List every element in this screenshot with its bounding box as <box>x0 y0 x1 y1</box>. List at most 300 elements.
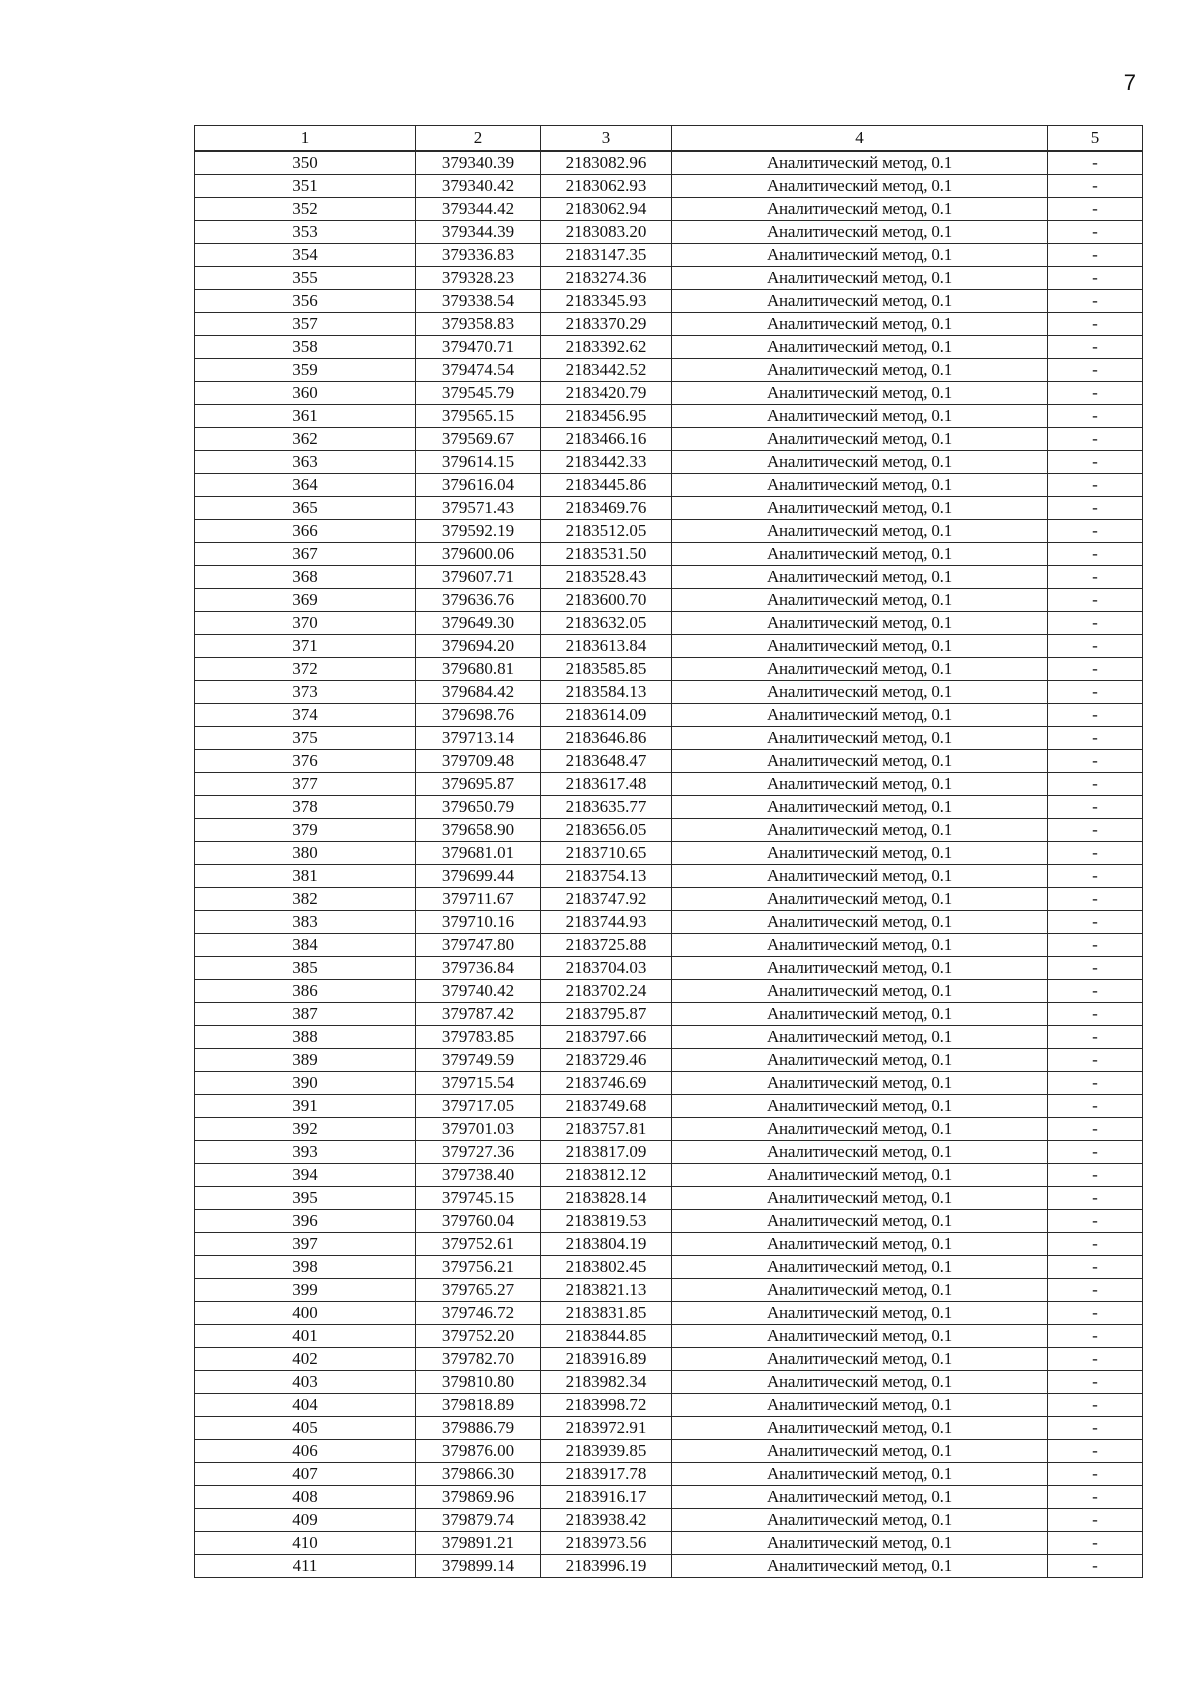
note-cell: - <box>1048 221 1143 244</box>
method-cell: Аналитический метод, 0.1 <box>672 1463 1048 1486</box>
y-coordinate-cell: 2183147.35 <box>541 244 672 267</box>
x-coordinate-cell: 379701.03 <box>416 1118 541 1141</box>
table-row <box>195 1325 1143 1348</box>
x-coordinate-cell: 379756.21 <box>416 1256 541 1279</box>
x-coordinate-cell: 379876.00 <box>416 1440 541 1463</box>
point-number-cell: 366 <box>195 520 416 543</box>
point-number-cell: 362 <box>195 428 416 451</box>
method-cell: Аналитический метод, 0.1 <box>672 1256 1048 1279</box>
note-cell: - <box>1048 1440 1143 1463</box>
y-coordinate-cell: 2183749.68 <box>541 1095 672 1118</box>
table-row <box>195 267 1143 290</box>
method-cell: Аналитический метод, 0.1 <box>672 543 1048 566</box>
table-row <box>195 520 1143 543</box>
note-cell: - <box>1048 543 1143 566</box>
table-row <box>195 497 1143 520</box>
table-row <box>195 681 1143 704</box>
table-row <box>195 244 1143 267</box>
method-cell: Аналитический метод, 0.1 <box>672 1233 1048 1256</box>
note-cell: - <box>1048 750 1143 773</box>
method-cell: Аналитический метод, 0.1 <box>672 1164 1048 1187</box>
note-cell: - <box>1048 198 1143 221</box>
y-coordinate-cell: 2183469.76 <box>541 497 672 520</box>
method-cell: Аналитический метод, 0.1 <box>672 658 1048 681</box>
note-cell: - <box>1048 796 1143 819</box>
table-row <box>195 727 1143 750</box>
x-coordinate-cell: 379650.79 <box>416 796 541 819</box>
x-coordinate-cell: 379899.14 <box>416 1555 541 1578</box>
x-coordinate-cell: 379344.39 <box>416 221 541 244</box>
method-cell: Аналитический метод, 0.1 <box>672 1394 1048 1417</box>
point-number-cell: 364 <box>195 474 416 497</box>
table-row <box>195 198 1143 221</box>
note-cell: - <box>1048 911 1143 934</box>
point-number-cell: 363 <box>195 451 416 474</box>
note-cell: - <box>1048 681 1143 704</box>
y-coordinate-cell: 2183797.66 <box>541 1026 672 1049</box>
point-number-cell: 391 <box>195 1095 416 1118</box>
column-header-3: 3 <box>541 126 672 152</box>
note-cell: - <box>1048 428 1143 451</box>
note-cell: - <box>1048 1210 1143 1233</box>
note-cell: - <box>1048 1463 1143 1486</box>
note-cell: - <box>1048 1072 1143 1095</box>
point-number-cell: 408 <box>195 1486 416 1509</box>
x-coordinate-cell: 379681.01 <box>416 842 541 865</box>
method-cell: Аналитический метод, 0.1 <box>672 497 1048 520</box>
point-number-cell: 352 <box>195 198 416 221</box>
y-coordinate-cell: 2183982.34 <box>541 1371 672 1394</box>
x-coordinate-cell: 379710.16 <box>416 911 541 934</box>
table-row <box>195 589 1143 612</box>
table-row <box>195 1417 1143 1440</box>
point-number-cell: 361 <box>195 405 416 428</box>
table-row <box>195 1233 1143 1256</box>
method-cell: Аналитический метод, 0.1 <box>672 635 1048 658</box>
table-row <box>195 151 1143 175</box>
y-coordinate-cell: 2183370.29 <box>541 313 672 336</box>
note-cell: - <box>1048 566 1143 589</box>
point-number-cell: 354 <box>195 244 416 267</box>
point-number-cell: 411 <box>195 1555 416 1578</box>
point-number-cell: 350 <box>195 151 416 175</box>
note-cell: - <box>1048 267 1143 290</box>
y-coordinate-cell: 2183998.72 <box>541 1394 672 1417</box>
y-coordinate-cell: 2183632.05 <box>541 612 672 635</box>
table-row <box>195 612 1143 635</box>
x-coordinate-cell: 379879.74 <box>416 1509 541 1532</box>
y-coordinate-cell: 2183704.03 <box>541 957 672 980</box>
method-cell: Аналитический метод, 0.1 <box>672 796 1048 819</box>
y-coordinate-cell: 2183821.13 <box>541 1279 672 1302</box>
table-row <box>195 750 1143 773</box>
method-cell: Аналитический метод, 0.1 <box>672 727 1048 750</box>
note-cell: - <box>1048 382 1143 405</box>
x-coordinate-cell: 379545.79 <box>416 382 541 405</box>
x-coordinate-cell: 379614.15 <box>416 451 541 474</box>
note-cell: - <box>1048 1371 1143 1394</box>
note-cell: - <box>1048 1003 1143 1026</box>
note-cell: - <box>1048 658 1143 681</box>
note-cell: - <box>1048 1049 1143 1072</box>
point-number-cell: 386 <box>195 980 416 1003</box>
y-coordinate-cell: 2183828.14 <box>541 1187 672 1210</box>
x-coordinate-cell: 379736.84 <box>416 957 541 980</box>
point-number-cell: 371 <box>195 635 416 658</box>
x-coordinate-cell: 379746.72 <box>416 1302 541 1325</box>
table-row <box>195 405 1143 428</box>
table-row <box>195 1394 1143 1417</box>
table-row <box>195 336 1143 359</box>
point-number-cell: 360 <box>195 382 416 405</box>
y-coordinate-cell: 2183725.88 <box>541 934 672 957</box>
method-cell: Аналитический метод, 0.1 <box>672 244 1048 267</box>
table-row <box>195 1026 1143 1049</box>
point-number-cell: 409 <box>195 1509 416 1532</box>
x-coordinate-cell: 379694.20 <box>416 635 541 658</box>
x-coordinate-cell: 379783.85 <box>416 1026 541 1049</box>
note-cell: - <box>1048 888 1143 911</box>
note-cell: - <box>1048 313 1143 336</box>
x-coordinate-cell: 379713.14 <box>416 727 541 750</box>
table-row <box>195 1164 1143 1187</box>
point-number-cell: 392 <box>195 1118 416 1141</box>
table-row <box>195 1095 1143 1118</box>
x-coordinate-cell: 379740.42 <box>416 980 541 1003</box>
y-coordinate-cell: 2183812.12 <box>541 1164 672 1187</box>
note-cell: - <box>1048 1026 1143 1049</box>
method-cell: Аналитический метод, 0.1 <box>672 267 1048 290</box>
method-cell: Аналитический метод, 0.1 <box>672 1072 1048 1095</box>
x-coordinate-cell: 379569.67 <box>416 428 541 451</box>
y-coordinate-cell: 2183083.20 <box>541 221 672 244</box>
point-number-cell: 359 <box>195 359 416 382</box>
point-number-cell: 403 <box>195 1371 416 1394</box>
note-cell: - <box>1048 1394 1143 1417</box>
point-number-cell: 357 <box>195 313 416 336</box>
note-cell: - <box>1048 1095 1143 1118</box>
point-number-cell: 382 <box>195 888 416 911</box>
note-cell: - <box>1048 1486 1143 1509</box>
x-coordinate-cell: 379711.67 <box>416 888 541 911</box>
note-cell: - <box>1048 1187 1143 1210</box>
note-cell: - <box>1048 1164 1143 1187</box>
y-coordinate-cell: 2183512.05 <box>541 520 672 543</box>
x-coordinate-cell: 379866.30 <box>416 1463 541 1486</box>
method-cell: Аналитический метод, 0.1 <box>672 428 1048 451</box>
x-coordinate-cell: 379474.54 <box>416 359 541 382</box>
y-coordinate-cell: 2183274.36 <box>541 267 672 290</box>
method-cell: Аналитический метод, 0.1 <box>672 1003 1048 1026</box>
y-coordinate-cell: 2183585.85 <box>541 658 672 681</box>
x-coordinate-cell: 379684.42 <box>416 681 541 704</box>
y-coordinate-cell: 2183646.86 <box>541 727 672 750</box>
x-coordinate-cell: 379727.36 <box>416 1141 541 1164</box>
y-coordinate-cell: 2183938.42 <box>541 1509 672 1532</box>
table-row <box>195 911 1143 934</box>
table-row <box>195 1463 1143 1486</box>
note-cell: - <box>1048 819 1143 842</box>
table-row <box>195 1256 1143 1279</box>
note-cell: - <box>1048 1532 1143 1555</box>
y-coordinate-cell: 2183710.65 <box>541 842 672 865</box>
point-number-cell: 369 <box>195 589 416 612</box>
table-row <box>195 543 1143 566</box>
point-number-cell: 401 <box>195 1325 416 1348</box>
y-coordinate-cell: 2183973.56 <box>541 1532 672 1555</box>
y-coordinate-cell: 2183584.13 <box>541 681 672 704</box>
note-cell: - <box>1048 1417 1143 1440</box>
point-number-cell: 372 <box>195 658 416 681</box>
method-cell: Аналитический метод, 0.1 <box>672 819 1048 842</box>
y-coordinate-cell: 2183702.24 <box>541 980 672 1003</box>
point-number-cell: 379 <box>195 819 416 842</box>
x-coordinate-cell: 379636.76 <box>416 589 541 612</box>
x-coordinate-cell: 379358.83 <box>416 313 541 336</box>
x-coordinate-cell: 379738.40 <box>416 1164 541 1187</box>
table-row <box>195 1141 1143 1164</box>
x-coordinate-cell: 379869.96 <box>416 1486 541 1509</box>
x-coordinate-cell: 379818.89 <box>416 1394 541 1417</box>
note-cell: - <box>1048 1233 1143 1256</box>
table-row <box>195 1371 1143 1394</box>
point-number-cell: 395 <box>195 1187 416 1210</box>
method-cell: Аналитический метод, 0.1 <box>672 1486 1048 1509</box>
method-cell: Аналитический метод, 0.1 <box>672 911 1048 934</box>
method-cell: Аналитический метод, 0.1 <box>672 1279 1048 1302</box>
y-coordinate-cell: 2183062.93 <box>541 175 672 198</box>
note-cell: - <box>1048 589 1143 612</box>
table-body <box>195 151 1143 1578</box>
x-coordinate-cell: 379616.04 <box>416 474 541 497</box>
point-number-cell: 380 <box>195 842 416 865</box>
method-cell: Аналитический метод, 0.1 <box>672 290 1048 313</box>
point-number-cell: 393 <box>195 1141 416 1164</box>
method-cell: Аналитический метод, 0.1 <box>672 1026 1048 1049</box>
table-row <box>195 773 1143 796</box>
point-number-cell: 390 <box>195 1072 416 1095</box>
x-coordinate-cell: 379787.42 <box>416 1003 541 1026</box>
note-cell: - <box>1048 704 1143 727</box>
note-cell: - <box>1048 1302 1143 1325</box>
method-cell: Аналитический метод, 0.1 <box>672 1417 1048 1440</box>
method-cell: Аналитический метод, 0.1 <box>672 1118 1048 1141</box>
point-number-cell: 377 <box>195 773 416 796</box>
x-coordinate-cell: 379658.90 <box>416 819 541 842</box>
point-number-cell: 400 <box>195 1302 416 1325</box>
point-number-cell: 405 <box>195 1417 416 1440</box>
point-number-cell: 398 <box>195 1256 416 1279</box>
x-coordinate-cell: 379699.44 <box>416 865 541 888</box>
method-cell: Аналитический метод, 0.1 <box>672 865 1048 888</box>
table-header-row <box>195 126 1143 152</box>
table-row <box>195 865 1143 888</box>
method-cell: Аналитический метод, 0.1 <box>672 151 1048 175</box>
method-cell: Аналитический метод, 0.1 <box>672 980 1048 1003</box>
point-number-cell: 370 <box>195 612 416 635</box>
table-row <box>195 382 1143 405</box>
note-cell: - <box>1048 865 1143 888</box>
note-cell: - <box>1048 957 1143 980</box>
method-cell: Аналитический метод, 0.1 <box>672 1371 1048 1394</box>
coordinates-table <box>194 125 1143 1578</box>
x-coordinate-cell: 379338.54 <box>416 290 541 313</box>
table-header <box>195 126 1143 152</box>
method-cell: Аналитический метод, 0.1 <box>672 1325 1048 1348</box>
point-number-cell: 368 <box>195 566 416 589</box>
table-row <box>195 1049 1143 1072</box>
point-number-cell: 383 <box>195 911 416 934</box>
table-row <box>195 428 1143 451</box>
method-cell: Аналитический метод, 0.1 <box>672 1555 1048 1578</box>
y-coordinate-cell: 2183420.79 <box>541 382 672 405</box>
y-coordinate-cell: 2183819.53 <box>541 1210 672 1233</box>
method-cell: Аналитический метод, 0.1 <box>672 1210 1048 1233</box>
table-row <box>195 1210 1143 1233</box>
y-coordinate-cell: 2183746.69 <box>541 1072 672 1095</box>
x-coordinate-cell: 379752.20 <box>416 1325 541 1348</box>
table-row <box>195 451 1143 474</box>
y-coordinate-cell: 2183648.47 <box>541 750 672 773</box>
method-cell: Аналитический метод, 0.1 <box>672 382 1048 405</box>
x-coordinate-cell: 379747.80 <box>416 934 541 957</box>
y-coordinate-cell: 2183916.89 <box>541 1348 672 1371</box>
note-cell: - <box>1048 1256 1143 1279</box>
table-row <box>195 1302 1143 1325</box>
y-coordinate-cell: 2183445.86 <box>541 474 672 497</box>
point-number-cell: 365 <box>195 497 416 520</box>
note-cell: - <box>1048 497 1143 520</box>
note-cell: - <box>1048 336 1143 359</box>
method-cell: Аналитический метод, 0.1 <box>672 934 1048 957</box>
x-coordinate-cell: 379607.71 <box>416 566 541 589</box>
table-row <box>195 1555 1143 1578</box>
y-coordinate-cell: 2183531.50 <box>541 543 672 566</box>
x-coordinate-cell: 379600.06 <box>416 543 541 566</box>
x-coordinate-cell: 379340.42 <box>416 175 541 198</box>
table-row <box>195 819 1143 842</box>
method-cell: Аналитический метод, 0.1 <box>672 1440 1048 1463</box>
table-row <box>195 842 1143 865</box>
table-row <box>195 704 1143 727</box>
x-coordinate-cell: 379782.70 <box>416 1348 541 1371</box>
point-number-cell: 396 <box>195 1210 416 1233</box>
x-coordinate-cell: 379336.83 <box>416 244 541 267</box>
method-cell: Аналитический метод, 0.1 <box>672 451 1048 474</box>
column-header-1: 1 <box>195 126 416 152</box>
point-number-cell: 388 <box>195 1026 416 1049</box>
y-coordinate-cell: 2183656.05 <box>541 819 672 842</box>
point-number-cell: 389 <box>195 1049 416 1072</box>
note-cell: - <box>1048 612 1143 635</box>
column-header-5: 5 <box>1048 126 1143 152</box>
note-cell: - <box>1048 1509 1143 1532</box>
method-cell: Аналитический метод, 0.1 <box>672 405 1048 428</box>
method-cell: Аналитический метод, 0.1 <box>672 704 1048 727</box>
table-row <box>195 1440 1143 1463</box>
x-coordinate-cell: 379749.59 <box>416 1049 541 1072</box>
y-coordinate-cell: 2183996.19 <box>541 1555 672 1578</box>
point-number-cell: 394 <box>195 1164 416 1187</box>
x-coordinate-cell: 379709.48 <box>416 750 541 773</box>
x-coordinate-cell: 379810.80 <box>416 1371 541 1394</box>
table-row <box>195 359 1143 382</box>
y-coordinate-cell: 2183392.62 <box>541 336 672 359</box>
y-coordinate-cell: 2183456.95 <box>541 405 672 428</box>
point-number-cell: 378 <box>195 796 416 819</box>
note-cell: - <box>1048 520 1143 543</box>
y-coordinate-cell: 2183747.92 <box>541 888 672 911</box>
table-row <box>195 796 1143 819</box>
point-number-cell: 356 <box>195 290 416 313</box>
page-number: 7 <box>1123 70 1136 95</box>
method-cell: Аналитический метод, 0.1 <box>672 359 1048 382</box>
y-coordinate-cell: 2183617.48 <box>541 773 672 796</box>
x-coordinate-cell: 379752.61 <box>416 1233 541 1256</box>
table-row <box>195 474 1143 497</box>
method-cell: Аналитический метод, 0.1 <box>672 589 1048 612</box>
y-coordinate-cell: 2183795.87 <box>541 1003 672 1026</box>
table-row <box>195 175 1143 198</box>
note-cell: - <box>1048 1348 1143 1371</box>
table-row <box>195 980 1143 1003</box>
point-number-cell: 376 <box>195 750 416 773</box>
point-number-cell: 381 <box>195 865 416 888</box>
y-coordinate-cell: 2183831.85 <box>541 1302 672 1325</box>
y-coordinate-cell: 2183802.45 <box>541 1256 672 1279</box>
method-cell: Аналитический метод, 0.1 <box>672 957 1048 980</box>
note-cell: - <box>1048 980 1143 1003</box>
method-cell: Аналитический метод, 0.1 <box>672 474 1048 497</box>
column-header-4: 4 <box>672 126 1048 152</box>
x-coordinate-cell: 379891.21 <box>416 1532 541 1555</box>
y-coordinate-cell: 2183466.16 <box>541 428 672 451</box>
note-cell: - <box>1048 405 1143 428</box>
x-coordinate-cell: 379745.15 <box>416 1187 541 1210</box>
method-cell: Аналитический метод, 0.1 <box>672 681 1048 704</box>
point-number-cell: 407 <box>195 1463 416 1486</box>
note-cell: - <box>1048 635 1143 658</box>
method-cell: Аналитический метод, 0.1 <box>672 773 1048 796</box>
y-coordinate-cell: 2183442.52 <box>541 359 672 382</box>
x-coordinate-cell: 379592.19 <box>416 520 541 543</box>
note-cell: - <box>1048 842 1143 865</box>
x-coordinate-cell: 379715.54 <box>416 1072 541 1095</box>
note-cell: - <box>1048 151 1143 175</box>
table-row <box>195 1509 1143 1532</box>
y-coordinate-cell: 2183844.85 <box>541 1325 672 1348</box>
x-coordinate-cell: 379571.43 <box>416 497 541 520</box>
point-number-cell: 355 <box>195 267 416 290</box>
x-coordinate-cell: 379328.23 <box>416 267 541 290</box>
y-coordinate-cell: 2183613.84 <box>541 635 672 658</box>
method-cell: Аналитический метод, 0.1 <box>672 888 1048 911</box>
table-row <box>195 1072 1143 1095</box>
note-cell: - <box>1048 727 1143 750</box>
note-cell: - <box>1048 1118 1143 1141</box>
note-cell: - <box>1048 359 1143 382</box>
method-cell: Аналитический метод, 0.1 <box>672 1049 1048 1072</box>
y-coordinate-cell: 2183916.17 <box>541 1486 672 1509</box>
method-cell: Аналитический метод, 0.1 <box>672 198 1048 221</box>
point-number-cell: 384 <box>195 934 416 957</box>
method-cell: Аналитический метод, 0.1 <box>672 1095 1048 1118</box>
note-cell: - <box>1048 451 1143 474</box>
table-row <box>195 658 1143 681</box>
point-number-cell: 410 <box>195 1532 416 1555</box>
point-number-cell: 375 <box>195 727 416 750</box>
x-coordinate-cell: 379760.04 <box>416 1210 541 1233</box>
